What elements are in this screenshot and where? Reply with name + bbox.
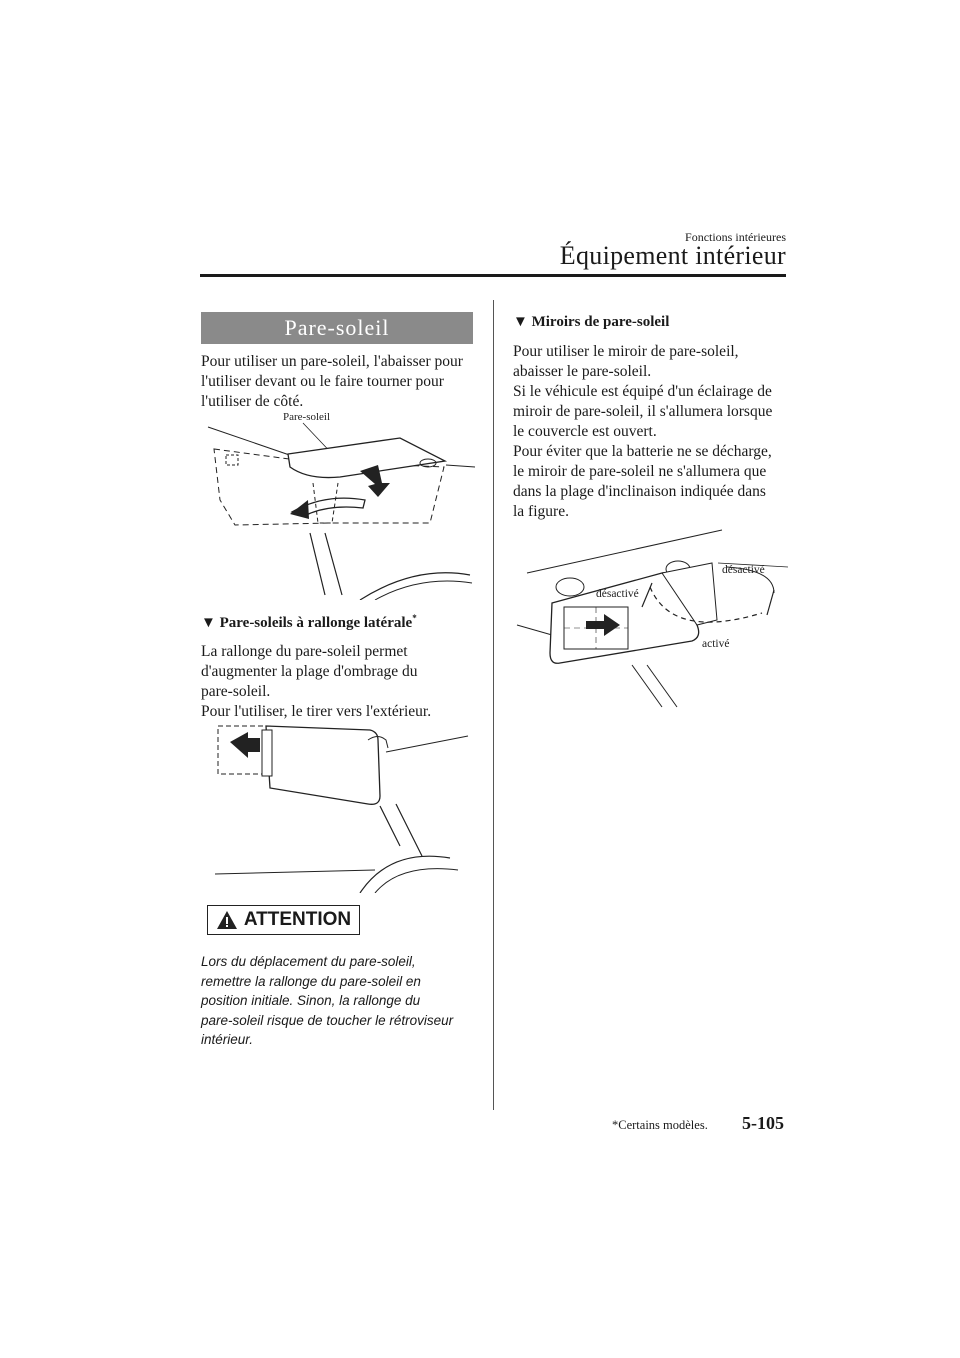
subsection-title-text: Miroirs de pare-soleil (531, 314, 670, 330)
pillar (647, 665, 677, 707)
intro-line: Pour utiliser un pare-soleil, l'abaisser pour (201, 353, 463, 370)
para-line: le couvercle est ouvert. (513, 423, 657, 440)
windshield-edge (517, 625, 552, 635)
attention-line: pare-soleil risque de toucher le rétroviseur (201, 1012, 454, 1028)
para-line: d'augmenter la plage d'ombrage du (201, 663, 418, 680)
warning-icon (216, 910, 238, 930)
sun-visor-figure (200, 405, 480, 600)
intro-line: l'utiliser de côté. (201, 393, 304, 410)
steering-wheel (360, 856, 450, 893)
section-name: Fonctions intérieures (685, 230, 786, 244)
para-line: Si le véhicule est équipé d'un éclairage de (513, 383, 772, 400)
para-line: dans la plage d'inclinaison indiquée dans (513, 483, 766, 500)
visor-hinge (226, 455, 238, 465)
para-line: pare-soleil. (201, 683, 271, 700)
intro-line: l'utiliser devant ou le faire tourner pour (201, 373, 444, 390)
attention-badge (207, 905, 360, 935)
attention-line: remettre la rallonge du pare-soleil en (201, 973, 421, 989)
footnote: *Certains modèles. (612, 1118, 708, 1132)
windshield-edge (386, 736, 468, 752)
intro-paragraph (201, 352, 481, 412)
para-line: le miroir de pare-soleil ne s'allumera que (513, 463, 767, 480)
pillar (310, 533, 342, 595)
visor-extension-figure (200, 718, 480, 893)
attention-line: Lors du déplacement du pare-soleil, (201, 954, 416, 969)
para-line: Pour éviter que la batterie ne se décharge, (513, 443, 772, 460)
attention-line: position initiale. Sinon, la rallonge du (201, 993, 421, 1008)
para-line: miroir de pare-soleil, il s'allumera lorsque (513, 403, 773, 420)
vanity-mirror-figure (512, 525, 792, 720)
para-line: La rallonge du pare-soleil permet (201, 643, 408, 660)
extension-paragraph (201, 642, 481, 722)
para-line: Pour utiliser le miroir de pare-soleil, (513, 343, 739, 360)
pillar (380, 804, 422, 856)
steering-wheel (360, 573, 470, 600)
subsection-title-text: Pare-soleils à rallonge latérale (219, 615, 413, 631)
page-title: Équipement intérieur (559, 241, 786, 270)
label-off-right: désactivé (722, 564, 765, 576)
attention-line: intérieur. (201, 1032, 254, 1047)
arrow-left-icon (230, 732, 260, 758)
windshield-edge (446, 465, 475, 467)
triangle-down-icon: ▼ (513, 314, 528, 330)
para-line: Pour l'utiliser, le tirer vers l'extérieur. (201, 703, 432, 720)
subsection-title (513, 314, 669, 331)
mirror-paragraph (513, 342, 793, 522)
arrow-rotate-head-icon (290, 500, 309, 519)
page-number: 5-105 (742, 1113, 784, 1133)
visor-panel (266, 726, 380, 804)
triangle-down-icon: ▼ (201, 615, 216, 631)
header-rule (200, 274, 786, 277)
label-on: activé (702, 638, 730, 650)
attention-text (201, 952, 479, 1050)
para-line: abaisser le pare-soleil. (513, 363, 652, 380)
pillar (632, 665, 662, 707)
fig-label-pare-soleil: Pare-soleil (283, 411, 331, 423)
angle-line (767, 590, 774, 615)
para-line: la figure. (513, 503, 569, 520)
visor-hinge (556, 578, 584, 596)
extension-handle (262, 730, 272, 776)
steering-wheel (375, 869, 458, 893)
subsection-title (201, 613, 417, 632)
section-banner: Pare-soleil (201, 312, 473, 344)
footnote-mark: * (412, 613, 417, 623)
attention-label: ATTENTION (243, 909, 352, 930)
label-off-left: désactivé (596, 588, 639, 600)
column-divider (493, 300, 494, 1110)
dash-line (215, 870, 375, 874)
